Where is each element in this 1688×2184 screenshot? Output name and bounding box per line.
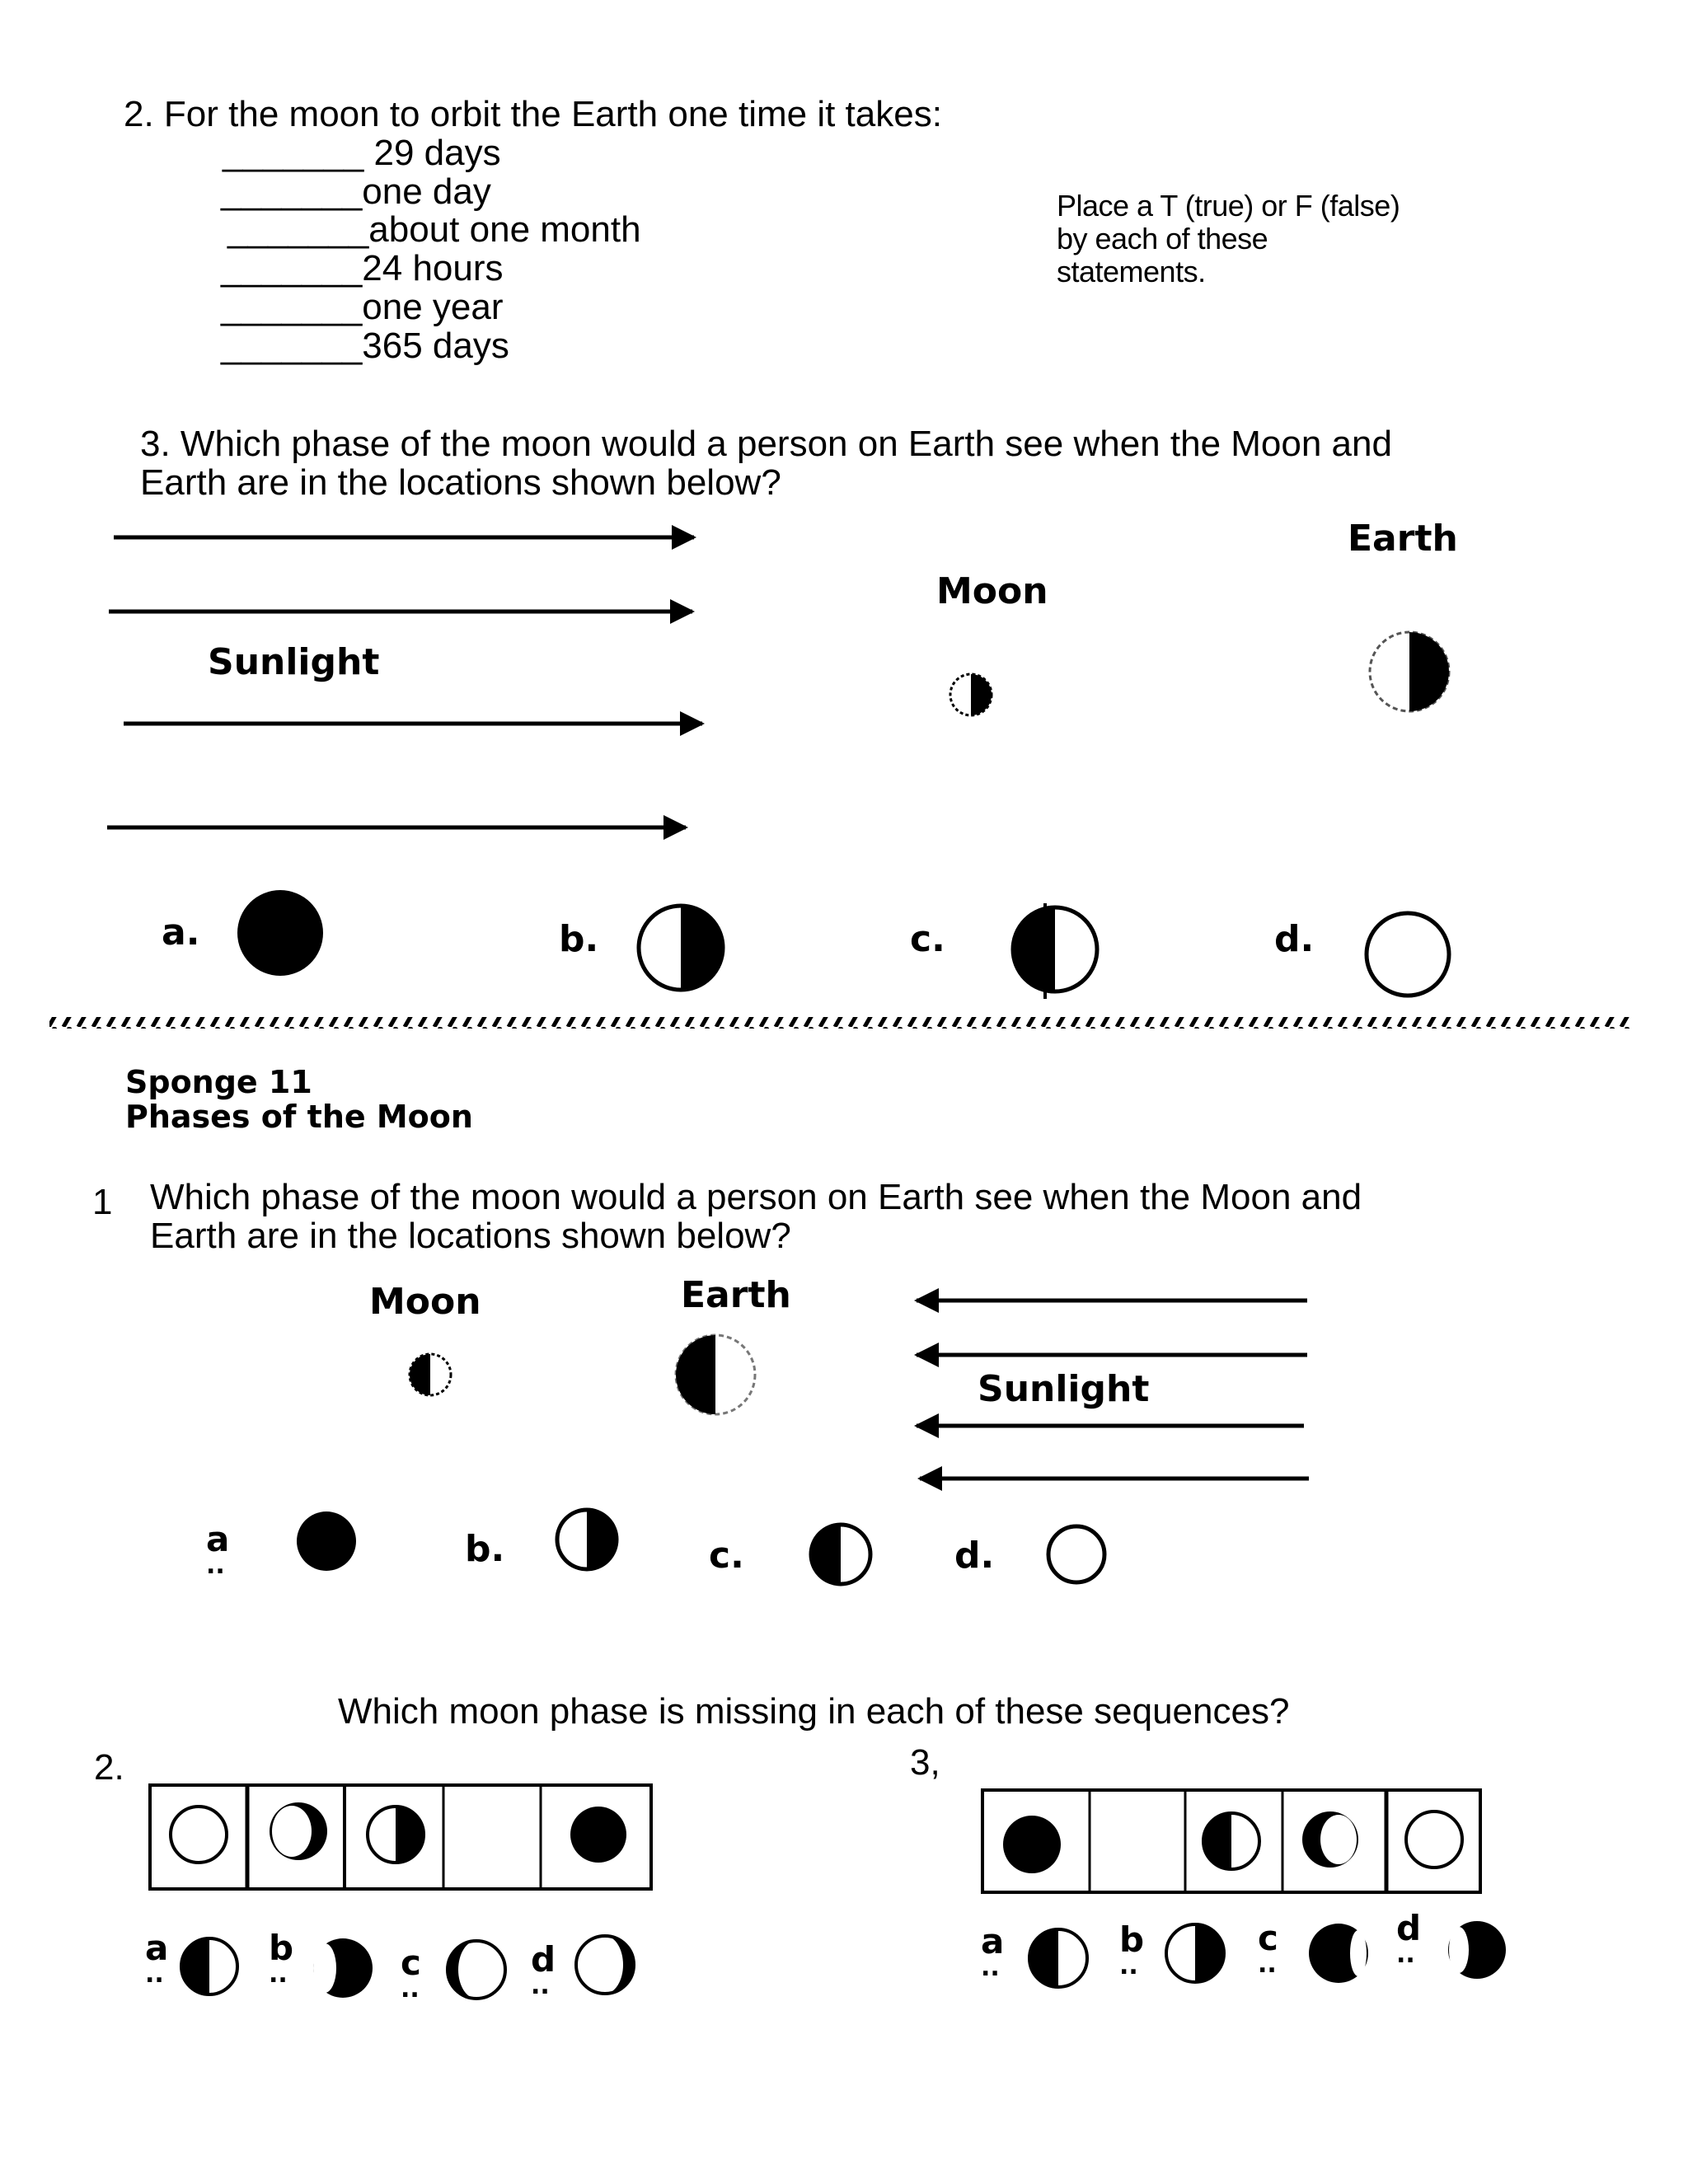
seq2-option-a-icon <box>181 1938 237 1994</box>
seq2-cell5-newmoon-icon <box>570 1807 626 1863</box>
q2-question: 2. For the moon to orbit the Earth one time it takes: <box>124 94 942 134</box>
seq2-option-b-icon <box>313 1938 373 1998</box>
s1-choice-a-label: a .. <box>206 1519 230 1580</box>
seq2-option-c-label: c .. <box>401 1943 421 2004</box>
q3-choice-c-label: c. <box>910 918 945 960</box>
q3-earth-label: Earth <box>1348 518 1458 560</box>
seq3-cell4-gibbous-icon <box>1302 1811 1358 1868</box>
q3-sunlight-label: Sunlight <box>208 641 380 683</box>
q3-choice-d-label: d. <box>1274 918 1315 960</box>
section-divider <box>49 1017 1632 1029</box>
seq2-option-a-label: a .. <box>145 1928 169 1989</box>
q3-moon-label: Moon <box>936 570 1048 612</box>
seq2-option-d-label: d .. <box>531 1939 556 2000</box>
s1-earth-icon <box>676 1335 755 1414</box>
q3-earth-icon <box>1370 632 1449 711</box>
seq2-cell3-quarter-icon <box>368 1807 424 1863</box>
s1-choice-d-label: d. <box>954 1535 995 1577</box>
seq3-cell3-quarter-icon <box>1203 1813 1259 1869</box>
s1-choice-c-phase-icon <box>811 1525 870 1584</box>
seq3-option-a-icon <box>1029 1929 1087 1987</box>
seq3-option-c-icon <box>1309 1924 1368 1983</box>
q3-question-line1: 3. Which phase of the moon would a person on Earth see when the Moon and <box>140 424 1392 464</box>
seq3-cell1-newmoon-icon <box>1003 1816 1061 1873</box>
seq2-option-b-label: b .. <box>269 1928 294 1989</box>
seq2-cell1-fullmoon-icon <box>171 1807 227 1863</box>
s1-choice-d-fullmoon-icon <box>1048 1526 1104 1582</box>
q3-choice-a-label: a. <box>162 912 200 954</box>
seq3-option-d-label: d .. <box>1396 1908 1422 1969</box>
seq2-number: 2. <box>94 1747 124 1788</box>
s1-sunlight-arrows <box>917 1301 1309 1479</box>
q3-question-line2: Earth are in the locations shown below? <box>140 462 781 503</box>
q3-choice-d-fullmoon-icon <box>1367 913 1449 996</box>
seq3-number: 3, <box>910 1742 940 1783</box>
seq3-option-d-icon <box>1448 1921 1506 1979</box>
s1-question-line2: Earth are in the locations shown below? <box>150 1216 791 1256</box>
q3-sunlight-arrows <box>107 537 702 827</box>
s1-number: 1 <box>92 1182 113 1222</box>
s1-sunlight-label: Sunlight <box>978 1368 1150 1410</box>
s1-choice-a-newmoon-icon <box>297 1511 356 1571</box>
seq2-option-d-icon <box>576 1936 634 1994</box>
s1-choice-b-phase-icon <box>557 1510 617 1569</box>
q2-option-2: _______one day <box>221 171 491 212</box>
q2-option-4: _______24 hours <box>221 248 504 288</box>
s1-moon-icon <box>410 1354 451 1395</box>
q2-option-1: _______ 29 days <box>223 133 501 173</box>
q3-moon-icon <box>950 674 992 715</box>
seq3-option-b-label: b .. <box>1119 1919 1145 1980</box>
seq3-option-c-label: c .. <box>1258 1918 1278 1979</box>
sponge-subtitle: Phases of the Moon <box>125 1099 473 1135</box>
q3-choice-c-phase-icon <box>1013 903 1097 999</box>
seq3-cell5-fullmoon-icon <box>1406 1811 1462 1868</box>
s1-choice-b-label: b. <box>465 1528 505 1570</box>
s1-question-line1: Which phase of the moon would a person on Earth see when the Moon and <box>150 1177 1362 1217</box>
s1-moon-label: Moon <box>369 1281 481 1323</box>
seq3-option-b-icon <box>1166 1924 1224 1982</box>
seq3-option-a-label: a .. <box>981 1921 1005 1982</box>
sponge-title: Sponge 11 <box>125 1064 312 1100</box>
q2-instruction: Place a T (true) or F (false) by each of these statements. <box>1057 189 1400 288</box>
seq2-cell2-gibbous-icon <box>270 1802 327 1860</box>
sequence-question: Which moon phase is missing in each of these sequences? <box>338 1691 1290 1732</box>
s1-choice-c-label: c. <box>709 1535 744 1577</box>
q3-choice-b-label: b. <box>559 918 599 960</box>
s1-earth-label: Earth <box>681 1274 791 1316</box>
q2-option-6: _______365 days <box>221 326 509 366</box>
q2-option-5: _______one year <box>221 287 504 327</box>
q3-choice-a-newmoon-icon <box>237 890 323 976</box>
q2-option-3: _______about one month <box>227 209 641 250</box>
seq2-option-c-icon <box>448 1941 505 1999</box>
q3-choice-b-phase-icon <box>639 906 723 990</box>
